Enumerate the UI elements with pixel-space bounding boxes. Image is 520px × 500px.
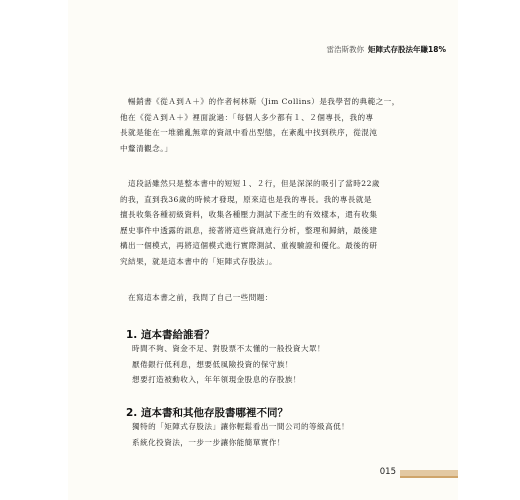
header-author: 雷浩斯教你 xyxy=(326,45,365,54)
paragraph-line: 這段話雖然只是整本書中的短短１、２行，但是深深的吸引了當時22歲 xyxy=(120,179,380,188)
section-line: 想要打造被動收入，年年領現金股息的存股族！ xyxy=(124,375,301,384)
section-heading-1: 1. 這本書給誰看？ xyxy=(126,329,215,341)
paragraph-line: 中釐清觀念。」 xyxy=(120,143,173,153)
book-page xyxy=(68,0,458,500)
paragraph-line: 構出一個模式，再將這個模式進行實際測試、重複驗證和優化。最後的研 xyxy=(120,241,378,250)
header-title: 矩陣式存股法年賺18% xyxy=(368,45,446,54)
paragraph-1 xyxy=(120,94,430,156)
paragraph-line: 長就是能在一堆雜亂無章的資訊中看出型態，在紊亂中找到秩序，從混沌 xyxy=(120,128,378,137)
paragraph-line: 擅長收集各種初級資料，收集各種壓力測試下產生的有效樣本，還有收集 xyxy=(120,210,378,219)
section-1-body xyxy=(124,341,434,388)
paragraph-2 xyxy=(120,176,430,269)
paragraph-line: 的我，直到我36歲的時候才發現，原來這也是我的專長。我的專長就是 xyxy=(120,194,372,204)
paragraph-line: 在寫這本書之前，我問了自己一些問題： xyxy=(120,293,273,302)
paragraph-line: 暢銷書《從Ａ到Ａ＋》的作者柯林斯（Jim Collins）是我學習的典範之一， xyxy=(120,97,400,106)
running-header xyxy=(327,44,446,55)
section-2-body xyxy=(124,419,434,450)
section-line: 系統化投資法，一步一步讓你能簡單實作！ xyxy=(124,437,285,447)
section-line: 時間不夠、資金不足、對股票不太懂的一般投資大眾！ xyxy=(124,344,326,353)
paragraph-line: 歷史事件中透露的訊息，接著將這些資訊進行分析，整理和歸納，最後建 xyxy=(120,225,378,235)
paragraph-line: 他在《從Ａ到Ａ＋》裡面說過：「每個人多少都有１、２個專長，我的專 xyxy=(120,112,374,122)
section-line: 厭倦銀行低利息，想要低風險投資的保守族！ xyxy=(124,359,293,369)
footer-decoration-line xyxy=(400,476,458,478)
section-heading-2: 2. 這本書和其他存股書哪裡不同？ xyxy=(126,407,288,419)
paragraph-3 xyxy=(120,290,430,306)
paragraph-line: 究結果，就是這本書中的「矩陣式存股法」。 xyxy=(120,256,278,266)
page-number: 015 xyxy=(379,467,396,477)
section-line: 獨特的「矩陣式存股法」讓你輕鬆看出一間公司的等級高低！ xyxy=(124,422,350,431)
